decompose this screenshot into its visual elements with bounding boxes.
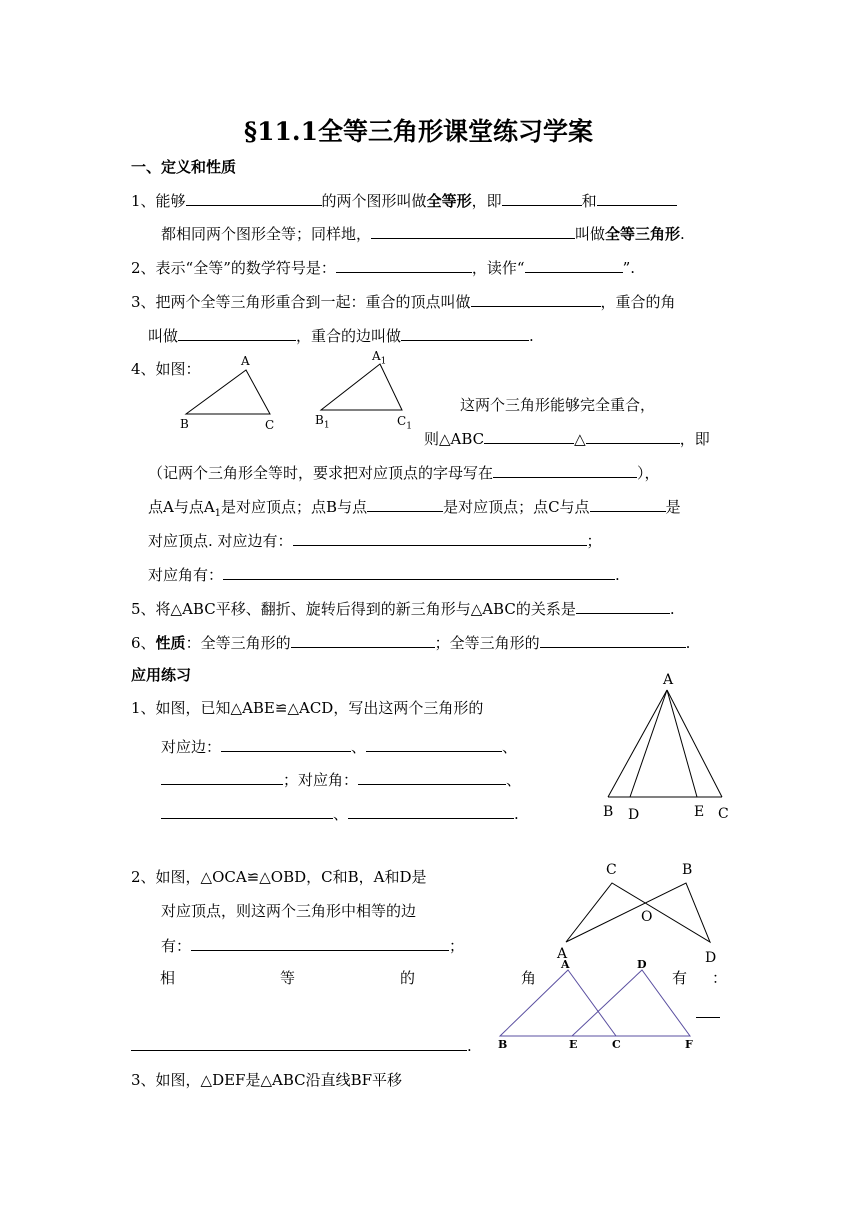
text: ：全等三角形的 [185,634,291,652]
text: . [615,566,620,584]
text: 对应边： [161,738,222,756]
text: 3、把两个全等三角形重合到一起：重合的顶点叫做 [131,293,471,311]
text: 是对应顶点；点C与点 [443,498,590,516]
text: 、 [333,805,349,823]
text: ”. [622,259,635,277]
text: △ [574,430,586,448]
fig1-label-a: A [663,672,674,688]
fig2-label-o: O [641,909,653,925]
text: 的两个图形叫做 [321,192,427,210]
fig2-label-c: C [606,862,617,878]
page-title: §11.1全等三角形课堂练习学案 [244,117,593,146]
bold-term: 全等形 [426,192,472,210]
subscript: 1 [323,420,330,431]
bold-term: 全等三角形 [605,225,681,243]
subscript: 1 [406,421,412,432]
section-heading-practice: 应用练习 [131,666,192,684]
fig3-label-a: A [561,958,570,971]
fig2-label-b: B [682,862,693,878]
text: . [467,1037,472,1055]
fig3-label-d: D [637,958,647,971]
text: 、 [506,771,522,789]
text: ，即 [471,192,502,210]
text: ； [586,532,602,550]
fig1-label-c: C [718,806,729,822]
text: 是对应顶点；点B与点 [221,498,368,516]
text: 则△ABC [424,430,485,448]
subscript: 1 [380,356,387,367]
text: 对应顶点. 对应边有： [148,532,293,550]
text: 1、能够 [131,192,186,210]
question-4-overlap-text: 这两个三角形能够完全重合， [460,396,656,414]
letter: C [397,414,407,428]
text: 有： [161,937,192,955]
text: 都相同两个图形全等；同样地， [161,225,372,243]
text: . [685,634,691,652]
practice-1-line-1: 1、如图，已知△ABE≌△ACD，写出这两个三角形的 [131,699,484,717]
text: 是 [665,498,681,516]
text: 和 [581,192,597,210]
vertex-label-c: C [265,418,275,432]
fig3-label-e: E [569,1038,578,1051]
text: 2、表示“全等”的数学符号是： [131,259,336,277]
fig3-label-c: C [612,1038,621,1051]
fig2-label-d: D [705,950,717,966]
practice-2-char-1: 相 [160,969,176,987]
subscript: 1 [214,508,222,519]
text: . [529,327,534,345]
text: ，读作“ [471,259,525,277]
text: 5、将△ABC平移、翻折、旋转后得到的新三角形与△ABC的关系是 [131,600,576,618]
text: . [680,225,685,243]
text: 叫做 [575,225,606,243]
text: ，即 [679,430,710,448]
practice-2-char-3: 的 [400,969,416,987]
text: ）， [637,464,660,482]
fig1-label-d: D [628,807,640,823]
question-4-label: 4、如图： [131,360,201,378]
section-heading-definitions: 一、定义和性质 [131,158,237,176]
text: 叫做 [148,327,179,345]
text: ，重合的角 [600,293,676,311]
fig1-label-b: B [603,804,614,820]
practice-2-line-2: 对应顶点，则这两个三角形中相等的边 [161,902,417,920]
text: ；全等三角形的 [434,634,540,652]
practice-2-char-2: 等 [280,969,296,987]
text: 6、 [131,634,156,652]
practice-2-char-5: 有 [672,969,688,987]
text: 对应角有： [148,566,224,584]
bold-term: 性质 [155,634,186,652]
text: . [514,805,519,823]
practice-2-char-6: ： [712,969,728,987]
text: . [669,600,675,618]
text: （记两个三角形全等时，要求把对应顶点的字母写在 [148,464,494,482]
vertex-label-a: A [241,354,250,368]
fig2-label-a: A [557,946,568,962]
text: 、 [351,738,367,756]
fig3-label-f: F [685,1038,693,1051]
letter: A [372,349,381,363]
fig3-label-b: B [498,1038,508,1051]
text: 、 [502,738,518,756]
text: ； [449,937,465,955]
text: ，重合的边叫做 [296,327,402,345]
practice-2-char-4: 角 [521,969,537,987]
practice-2-line-1: 2、如图，△OCA≌△OBD，C和B，A和D是 [131,868,427,886]
text: ；对应角： [283,771,359,789]
fig1-label-e: E [694,804,705,820]
vertex-label-b: B [180,417,189,431]
practice-3-line-1: 3、如图，△DEF是△ABC沿直线BF平移 [131,1071,403,1089]
text: 点A与点A [148,498,215,516]
letter: B [315,413,324,427]
